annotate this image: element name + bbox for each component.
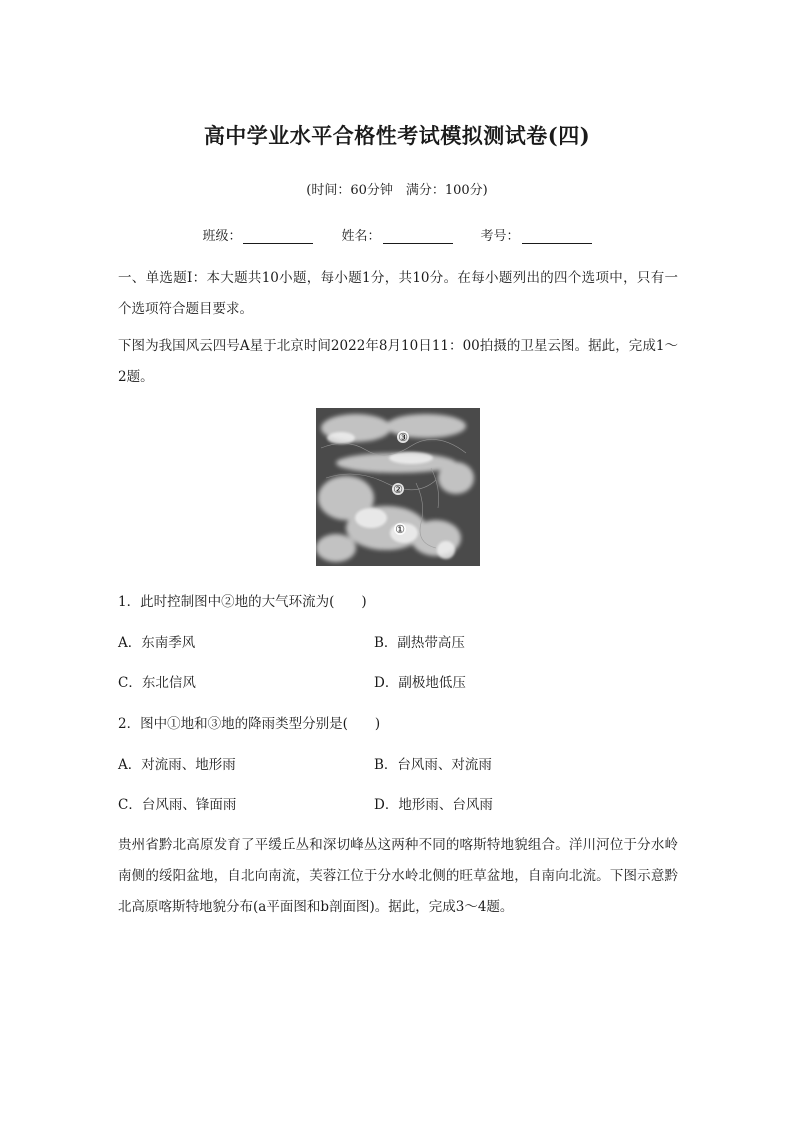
question-1-option-a: A．东南季风: [118, 635, 196, 651]
page-title: 高中学业水平合格性考试模拟测试卷(四): [203, 123, 591, 148]
question-2-option-c: C．台风雨、锋面雨: [118, 797, 237, 813]
name-label: 姓名：: [341, 229, 381, 244]
student-info-row: [0, 225, 794, 244]
class-blank: [243, 229, 313, 244]
name-field: [341, 225, 452, 244]
class-label: 班级：: [202, 229, 242, 244]
question-2-option-b: B．台风雨、对流雨: [374, 757, 492, 773]
exam-subtitle: (时间：60分钟 满分：100分): [306, 183, 488, 198]
material-2-text: 贵州省黔北高原发育了平缓丘丛和深切峰丛这两种不同的喀斯特地貌组合。洋川河位于分水岭南侧的绥阳盆地，自北向南流，芙蓉江位于分水岭北侧的旺草盆地，自南向北流。下图示意黔北高原喀斯特地貌分布(a平面图和b剖面图)。据此，完成3～4题。: [118, 837, 678, 915]
question-2-option-a: A．对流雨、地形雨: [118, 757, 236, 773]
question-1-stem: 1．此时控制图中②地的大气环流为( ): [118, 594, 367, 610]
class-field: [202, 225, 313, 244]
section-intro: 一、单选题Ⅰ：本大题共10小题，每小题1分，共10分。在每小题列出的四个选项中，只有一个选项符合题目要求。: [118, 270, 678, 317]
name-blank: [383, 229, 453, 244]
question-1-option-b: B．副热带高压: [374, 635, 465, 651]
question-2-stem: 2．图中①地和③地的降雨类型分别是( ): [118, 716, 381, 732]
question-1-option-d: D．副极地低压: [374, 675, 466, 691]
number-blank: [522, 229, 592, 244]
question-2-option-d: D．地形雨、台风雨: [374, 797, 493, 813]
satellite-cloud-image: [316, 408, 480, 566]
question-1-option-c: C．东北信风: [118, 675, 196, 691]
marker-1: ①: [395, 523, 405, 536]
marker-2: ②: [393, 483, 403, 496]
number-label: 考号：: [480, 229, 520, 244]
number-field: [481, 225, 592, 244]
material-1-text: 下图为我国风云四号A星于北京时间2022年8月10日11：00拍摄的卫星云图。据此，完成1～2题。: [118, 338, 678, 385]
marker-3: ③: [398, 431, 408, 444]
